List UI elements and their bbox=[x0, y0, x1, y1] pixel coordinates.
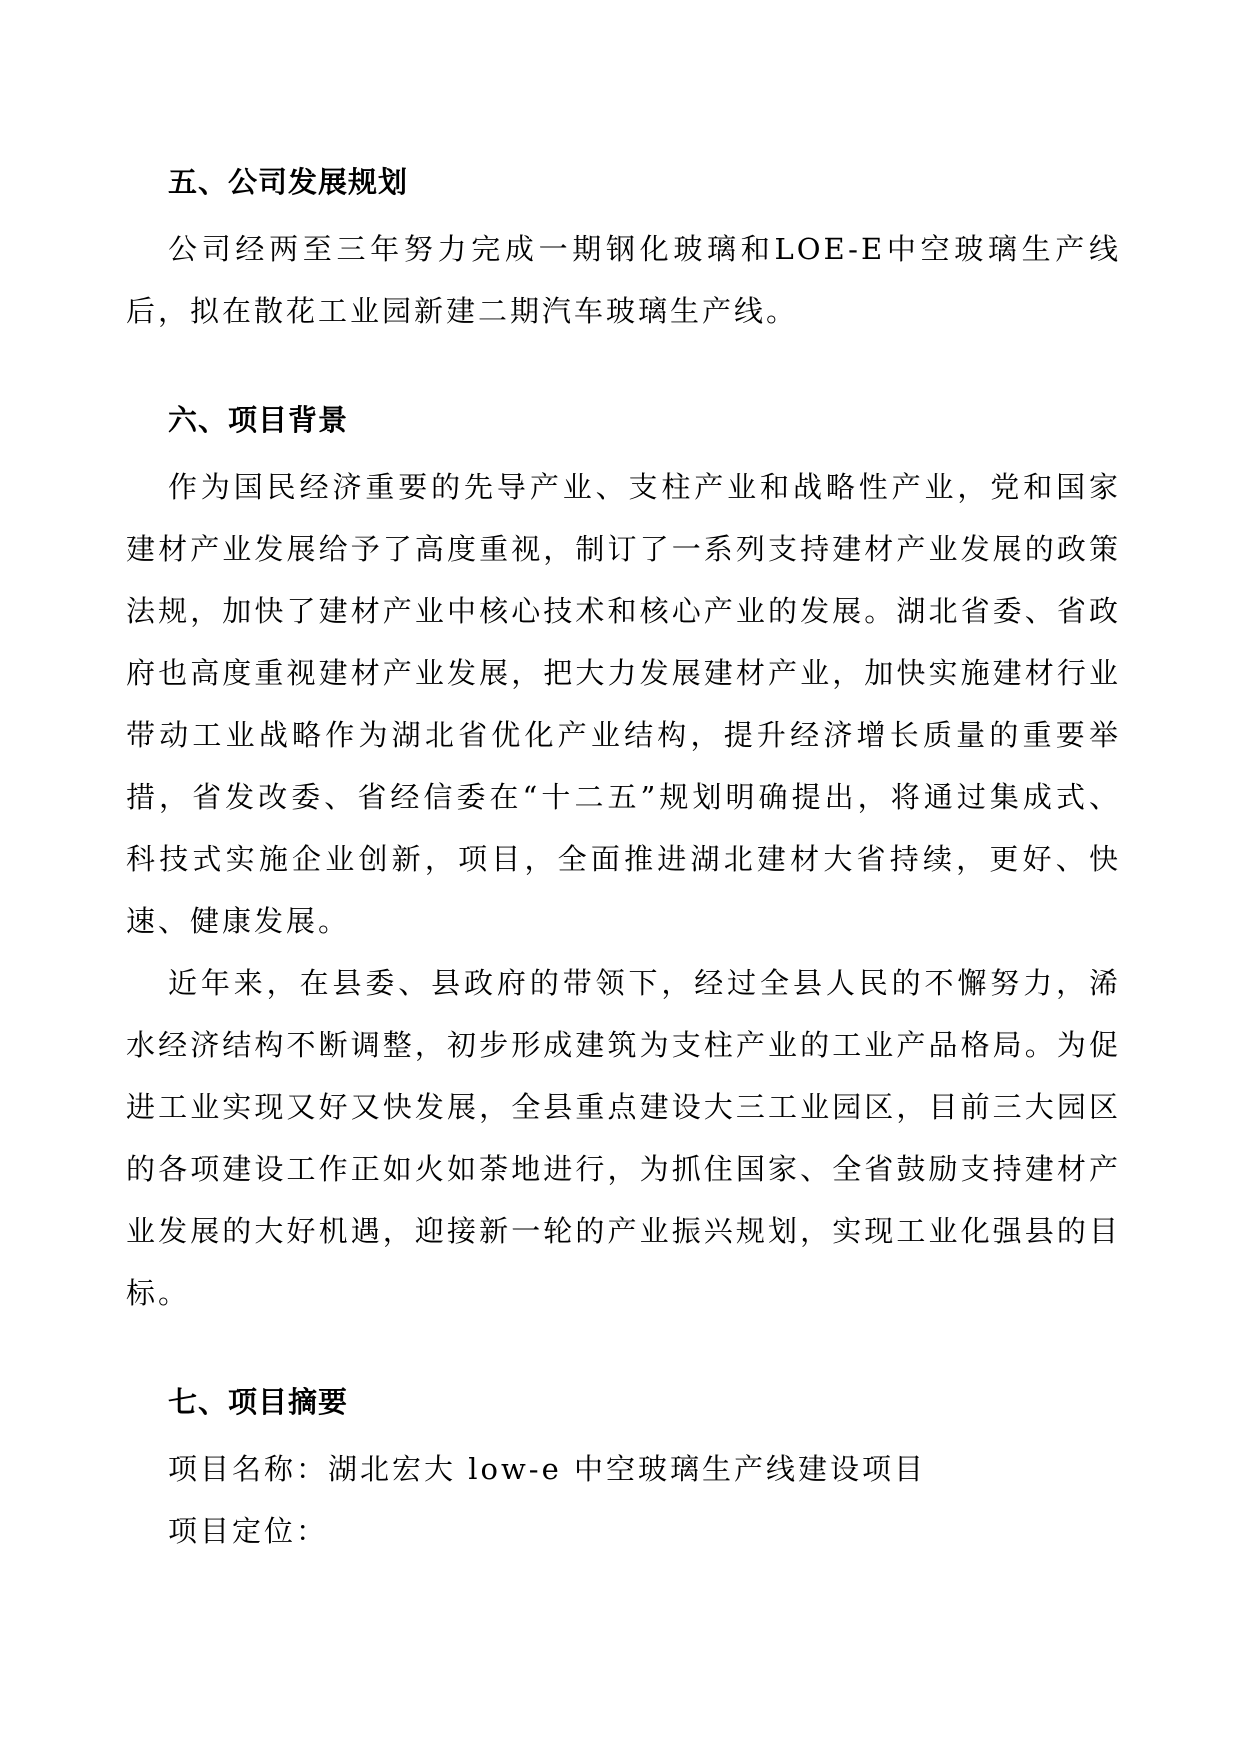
project-name-line: 项目名称：湖北宏大 low-e 中空玻璃生产线建设项目 bbox=[168, 1452, 926, 1486]
paragraph: 近年来，在县委、县政府的带领下，经过全县人民的不懈努力，浠水经济结构不断调整，初步形成建筑为支柱产业的工业产品格局。为促进工业实现又好又快发展，全县重点建设大三工业园区，目前三大园区的各项建设工作正如火如荼地进行，为抓住国家、全省鼓励支持建材产业发展的大好机遇，迎接新一轮的产业振兴规划，实现工业化强县的目标。 bbox=[126, 966, 1121, 1310]
section-heading: 七、项目摘要 bbox=[168, 1385, 349, 1419]
section-project-summary bbox=[126, 1380, 1121, 1562]
section-heading: 六、项目背景 bbox=[168, 403, 349, 437]
project-positioning-line: 项目定位： bbox=[168, 1514, 329, 1548]
section-heading: 五、公司发展规划 bbox=[168, 165, 409, 199]
document-body bbox=[126, 160, 1121, 1562]
section-development-plan bbox=[126, 160, 1121, 342]
paragraph: 公司经两至三年努力完成一期钢化玻璃和LOE-E中空玻璃生产线后，拟在散花工业园新建二期汽车玻璃生产线。 bbox=[126, 232, 1121, 328]
section-project-background bbox=[126, 398, 1121, 1324]
paragraph: 作为国民经济重要的先导产业、支柱产业和战略性产业，党和国家建材产业发展给予了高度重视，制订了一系列支持建材产业发展的政策法规，加快了建材产业中核心技术和核心产业的发展。湖北省委、省政府也高度重视建材产业发展，把大力发展建材产业，加快实施建材行业带动工业战略作为湖北省优化产业结构，提升经济增长质量的重要举措，省发改委、省经信委在“十二五”规划明确提出，将通过集成式、科技式实施企业创新，项目，全面推进湖北建材大省持续，更好、快速、健康发展。 bbox=[126, 470, 1121, 938]
